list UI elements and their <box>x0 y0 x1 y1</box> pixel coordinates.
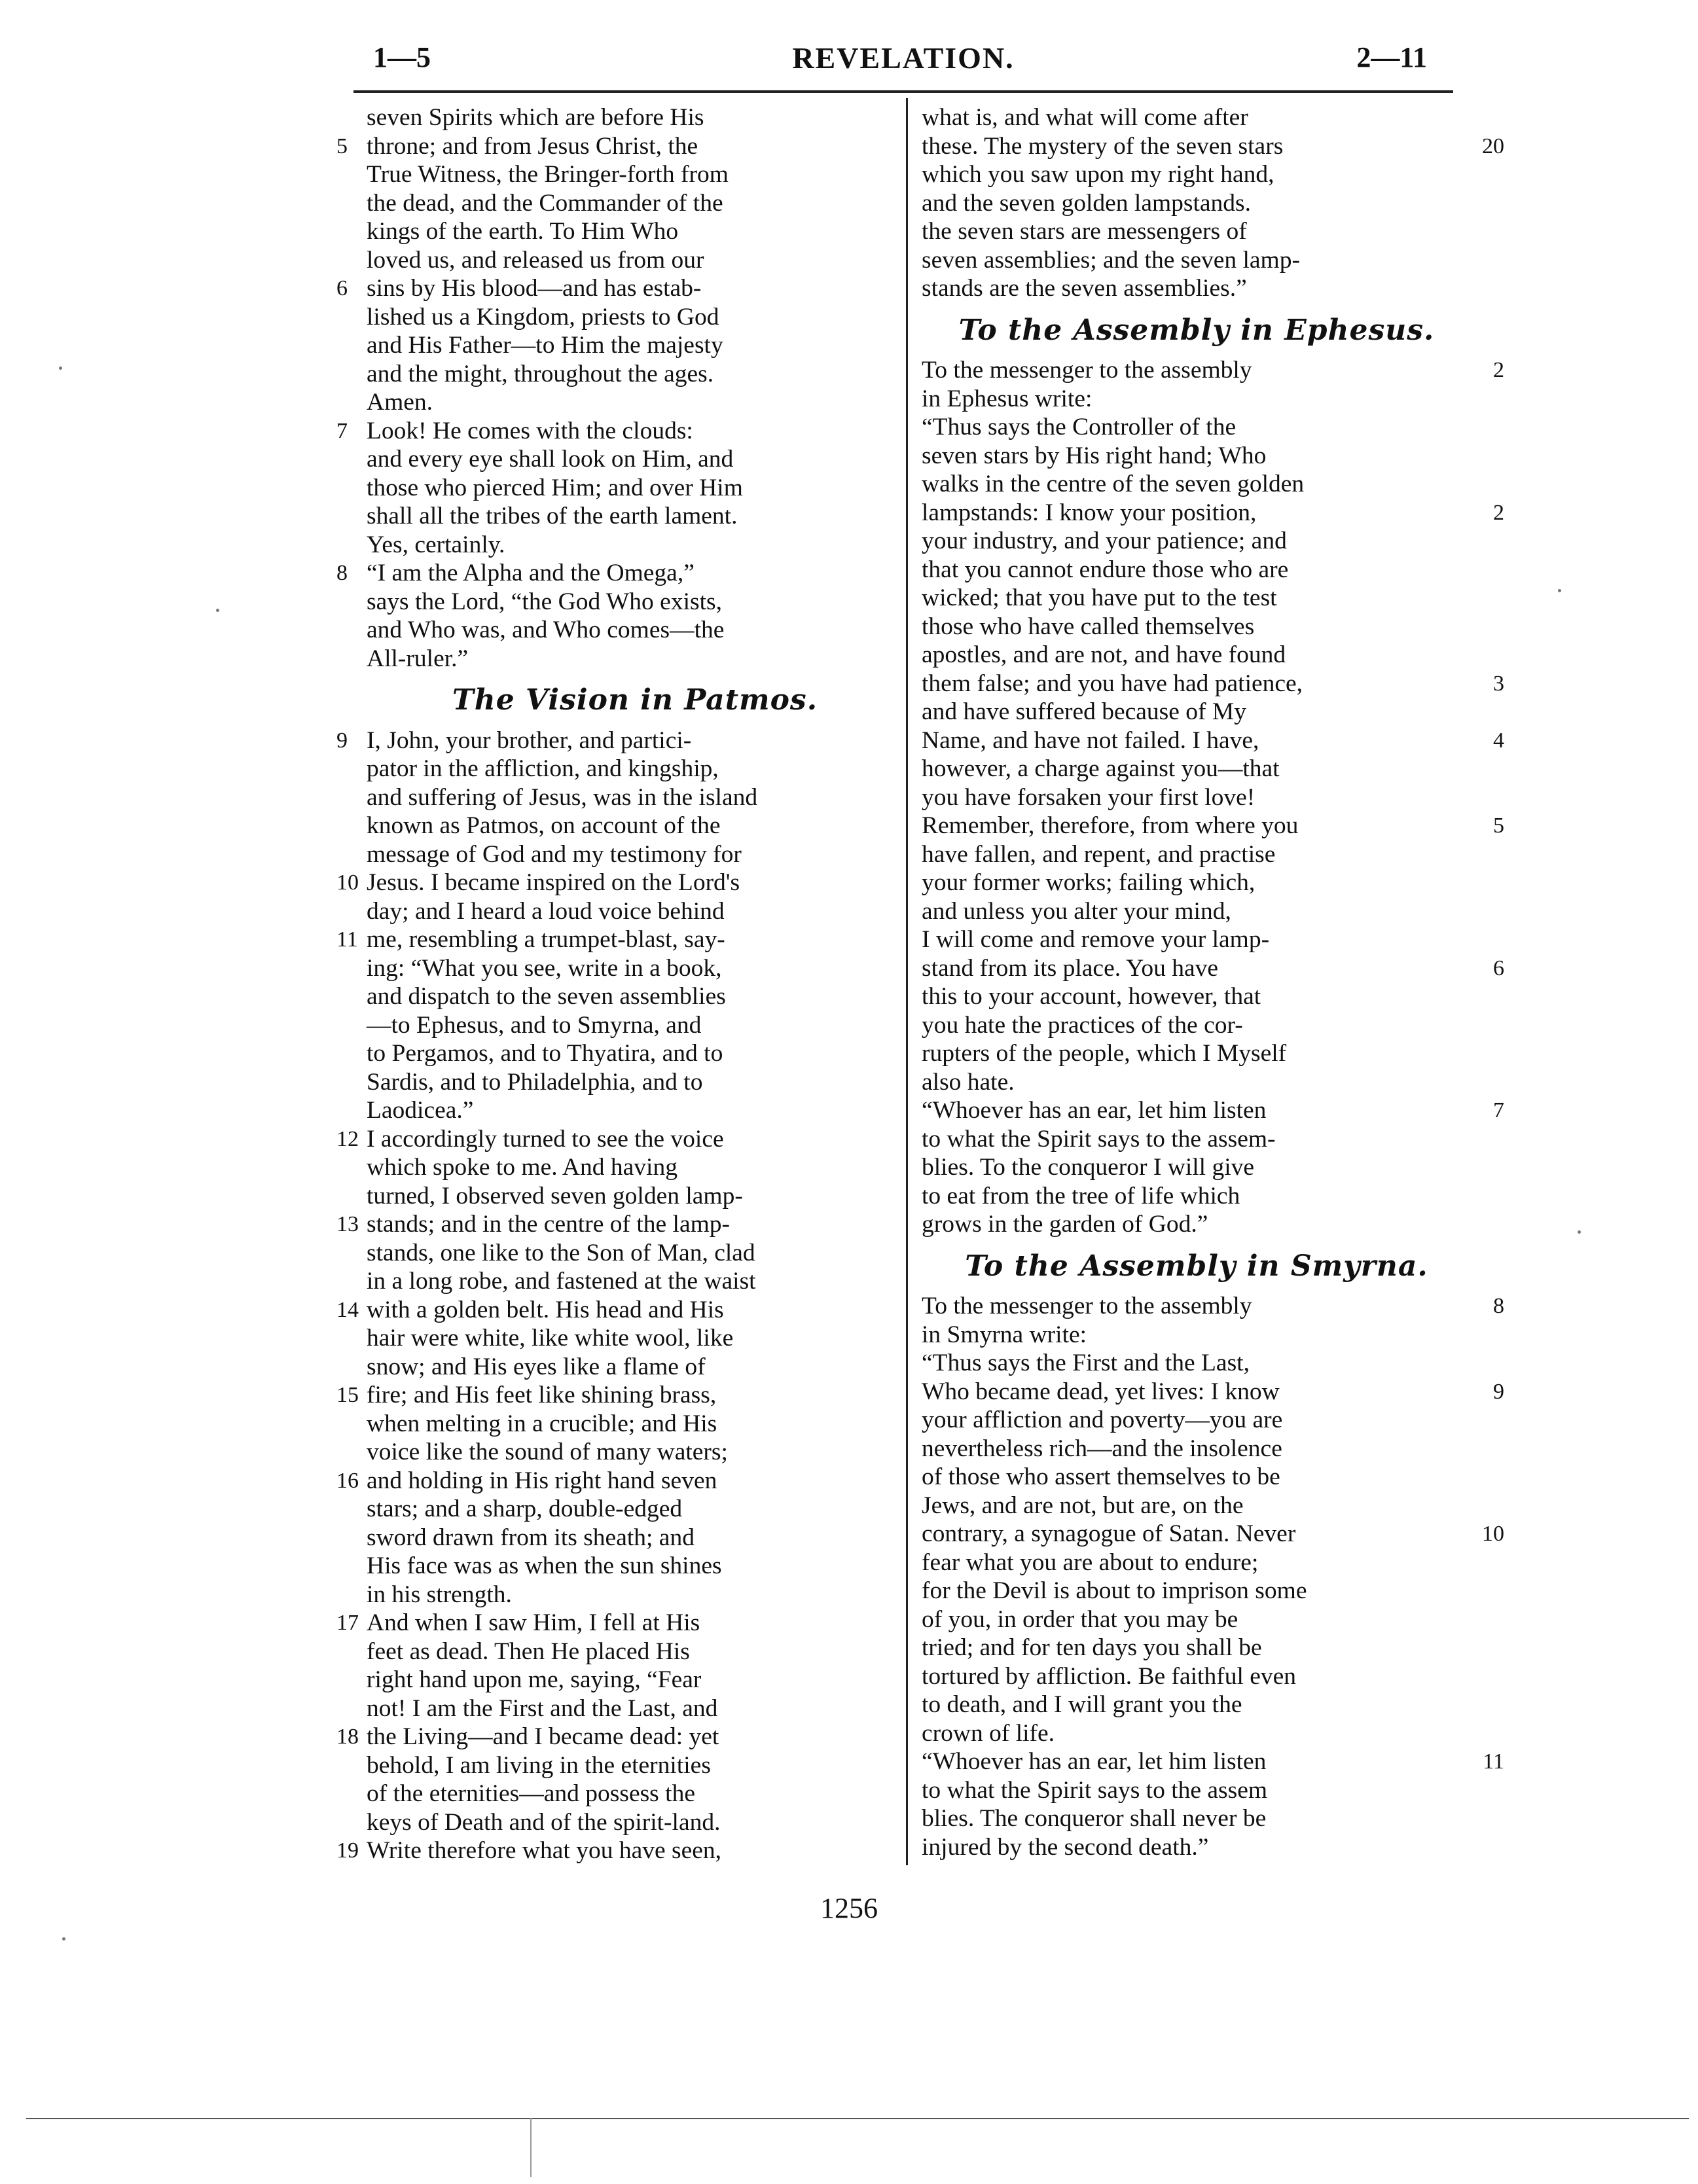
verse-number: 9 <box>336 728 348 753</box>
text-line <box>922 982 1472 1011</box>
line-text: Remember, therefore, from where you <box>922 812 1299 839</box>
text-line <box>922 527 1472 556</box>
text-line <box>367 1694 903 1723</box>
text-line <box>922 1011 1472 1040</box>
verse-number: 8 <box>1493 1294 1504 1318</box>
verse-number: 6 <box>336 276 348 300</box>
line-text: “Whoever has an ear, let him listen <box>922 1748 1267 1775</box>
text-line <box>367 1524 903 1552</box>
line-text: His face was as when the sun shines <box>367 1552 722 1579</box>
line-text: have fallen, and repent, and practise <box>922 840 1276 868</box>
line-text: tortured by affliction. Be faithful even <box>922 1662 1297 1690</box>
line-text: nevertheless rich—and the insolence <box>922 1435 1282 1462</box>
text-line <box>367 954 903 983</box>
text-line <box>922 641 1472 670</box>
text-line <box>922 783 1472 812</box>
text-line <box>367 1552 903 1581</box>
line-text: Sardis, and to Philadelphia, and to <box>367 1068 703 1096</box>
line-text: pator in the affliction, and kingship, <box>367 755 719 782</box>
line-text: that you cannot endure those who are <box>922 556 1289 583</box>
text-line <box>922 698 1472 726</box>
text-line <box>922 670 1504 698</box>
text-line <box>336 417 903 446</box>
line-text: Name, and have not failed. I have, <box>922 726 1259 754</box>
verse-number: 17 <box>336 1611 359 1635</box>
text-line <box>922 1463 1472 1492</box>
line-text: snow; and His eyes like a flame of <box>367 1353 706 1380</box>
header-chapter-range-right: 2—11 <box>1356 41 1427 73</box>
text-line <box>367 588 903 617</box>
text-line <box>367 388 903 417</box>
text-line <box>922 189 1472 218</box>
line-text: your affliction and poverty—you are <box>922 1406 1283 1433</box>
line-text: this to your account, however, that <box>922 983 1261 1010</box>
line-text: crown of life. <box>922 1719 1055 1747</box>
line-text: “Whoever has an ear, let him listen <box>922 1097 1267 1124</box>
line-text: blies. To the conqueror I will give <box>922 1154 1255 1181</box>
text-line <box>367 1096 903 1125</box>
line-text: and suffering of Jesus, was in the island <box>367 783 758 811</box>
text-line <box>922 246 1472 275</box>
text-line <box>922 1349 1472 1378</box>
text-line <box>367 783 903 812</box>
running-header <box>353 41 1453 80</box>
text-line <box>367 531 903 560</box>
text-line <box>367 812 903 840</box>
text-line <box>367 445 903 474</box>
line-text: hair were white, like white wool, like <box>367 1325 734 1352</box>
line-text: Look! He comes with the clouds: <box>367 417 693 444</box>
text-line <box>367 1495 903 1524</box>
line-text: “I am the Alpha and the Omega,” <box>367 560 695 586</box>
line-text: to death, and I will grant you the <box>922 1691 1242 1718</box>
text-line <box>922 1125 1472 1154</box>
header-chapter-range-left: 1—5 <box>373 41 431 73</box>
line-text: I accordingly turned to see the voice <box>367 1125 724 1153</box>
line-text: I will come and remove your lamp- <box>922 926 1270 953</box>
text-line <box>922 1378 1504 1406</box>
text-line <box>922 1747 1504 1776</box>
text-line <box>922 897 1472 926</box>
line-text: To the messenger to the assembly <box>922 357 1252 384</box>
text-line <box>367 840 903 869</box>
line-text: those who have called themselves <box>922 613 1255 640</box>
line-text: in Smyrna write: <box>922 1321 1087 1348</box>
line-text: kings of the earth. To Him Who <box>367 218 679 245</box>
text-line <box>336 1210 903 1239</box>
verse-number: 4 <box>1493 728 1504 753</box>
text-line <box>367 217 903 246</box>
verse-number: 12 <box>336 1126 359 1151</box>
text-line <box>922 274 1472 303</box>
line-text: Write therefore what you have seen, <box>367 1837 721 1864</box>
text-line <box>367 189 903 218</box>
line-text: ing: “What you see, write in a book, <box>367 954 722 982</box>
verse-number: 11 <box>1483 1749 1504 1774</box>
text-line <box>336 274 903 303</box>
line-text: and the seven golden lampstands. <box>922 189 1252 217</box>
text-line <box>367 1011 903 1040</box>
text-line <box>336 925 903 954</box>
text-line <box>922 1182 1472 1211</box>
text-line <box>367 303 903 332</box>
verse-number: 15 <box>336 1383 359 1407</box>
text-line <box>367 103 903 132</box>
line-text: True Witness, the Bringer-forth from <box>367 161 729 188</box>
line-text: To the messenger to the assembly <box>922 1293 1252 1319</box>
text-line <box>367 897 903 926</box>
line-text: and have suffered because of My <box>922 698 1246 725</box>
line-text: sins by His blood—and has estab- <box>367 275 702 302</box>
text-line <box>922 1435 1472 1463</box>
text-line <box>367 1808 903 1837</box>
text-line <box>922 556 1472 584</box>
text-line <box>367 1780 903 1808</box>
line-text: when melting in a crucible; and His <box>367 1410 717 1437</box>
line-text: in Ephesus write: <box>922 385 1093 412</box>
text-line <box>367 1267 903 1296</box>
line-text: —to Ephesus, and to Smyrna, and <box>367 1011 702 1039</box>
line-text: of you, in order that you may be <box>922 1605 1238 1633</box>
line-text: feet as dead. Then He placed His <box>367 1638 690 1665</box>
line-text: lampstands: I know your position, <box>922 499 1257 526</box>
header-rule <box>353 90 1453 93</box>
text-line <box>922 1520 1504 1548</box>
line-text: grows in the garden of God.” <box>922 1211 1208 1238</box>
line-text: fear what you are about to endure; <box>922 1548 1259 1576</box>
section-heading-vision-patmos: The Vision in Patmos. <box>452 683 818 717</box>
text-line <box>922 1406 1472 1435</box>
text-line <box>922 1804 1472 1833</box>
line-text: the Living—and I became dead: yet <box>367 1723 719 1750</box>
line-text: with a golden belt. His head and His <box>367 1296 724 1323</box>
text-line <box>922 499 1504 528</box>
line-text: lished us a Kingdom, priests to God <box>367 303 719 331</box>
line-text: rupters of the people, which I Myself <box>922 1040 1287 1067</box>
line-text: contrary, a synagogue of Satan. Never <box>922 1520 1296 1547</box>
line-text: says the Lord, “the God Who exists, <box>367 588 722 615</box>
text-line <box>922 726 1504 755</box>
text-line <box>922 1833 1472 1862</box>
text-line <box>367 1239 903 1268</box>
text-line <box>922 868 1472 897</box>
line-text: sword drawn from its sheath; and <box>367 1524 695 1551</box>
line-text: message of God and my testimony for <box>367 840 742 868</box>
scan-speck <box>59 367 62 370</box>
text-line <box>367 1068 903 1097</box>
line-text: however, a charge against you—that <box>922 755 1280 782</box>
verse-number: 20 <box>1482 134 1504 158</box>
line-text: tried; and for ten days you shall be <box>922 1634 1262 1661</box>
text-line <box>922 1634 1472 1662</box>
line-text: to what the Spirit says to the assem <box>922 1776 1268 1804</box>
text-line <box>922 1719 1472 1748</box>
line-text: and holding in His right hand seven <box>367 1467 717 1494</box>
scan-speck <box>1558 589 1561 592</box>
text-line <box>922 755 1472 783</box>
line-text: “Thus says the First and the Last, <box>922 1350 1250 1376</box>
text-line <box>922 1292 1504 1321</box>
line-text: behold, I am living in the eternities <box>367 1751 711 1779</box>
text-line <box>922 356 1504 385</box>
line-text: me, resembling a trumpet-blast, say- <box>367 926 725 953</box>
scan-edge-tick <box>530 2118 532 2177</box>
text-line <box>336 1381 903 1410</box>
line-text: you have forsaken your first love! <box>922 783 1255 811</box>
text-line <box>367 645 903 673</box>
line-text: what is, and what will come after <box>922 104 1248 131</box>
line-text: seven Spirits which are before His <box>367 104 704 131</box>
verse-number: 16 <box>336 1468 359 1493</box>
text-line <box>367 755 903 783</box>
line-text: stands are the seven assemblies.” <box>922 275 1247 302</box>
text-line <box>922 954 1504 983</box>
text-line <box>336 1836 903 1865</box>
text-line <box>922 385 1472 414</box>
text-line <box>367 331 903 360</box>
book-title: REVELATION. <box>792 41 1015 75</box>
line-text: and the might, throughout the ages. <box>367 360 714 387</box>
line-text: throne; and from Jesus Christ, the <box>367 132 698 160</box>
line-text: which you saw upon my right hand, <box>922 161 1274 188</box>
scan-speck <box>216 609 219 612</box>
line-text: Yes, certainly. <box>367 531 505 558</box>
text-line <box>922 1039 1472 1068</box>
text-line <box>922 470 1472 499</box>
line-text: stand from its place. You have <box>922 954 1219 982</box>
line-text: turned, I observed seven golden lamp- <box>367 1182 743 1209</box>
right-verses-19-20 <box>922 103 1504 303</box>
text-line <box>367 246 903 275</box>
left-verses-9-19 <box>336 726 903 1865</box>
line-text: walks in the centre of the seven golden <box>922 471 1305 497</box>
line-text: and dispatch to the seven assemblies <box>367 983 726 1010</box>
line-text: keys of Death and of the spirit-land. <box>367 1808 721 1836</box>
line-text: wicked; that you have put to the test <box>922 584 1277 611</box>
text-line <box>922 413 1472 442</box>
text-line <box>922 840 1472 869</box>
text-line <box>367 1438 903 1467</box>
line-text: you hate the practices of the cor- <box>922 1011 1243 1039</box>
line-text: to what the Spirit says to the assem- <box>922 1125 1276 1153</box>
line-text: and unless you alter your mind, <box>922 897 1231 925</box>
line-text: also hate. <box>922 1068 1015 1096</box>
section-heading-smyrna: To the Assembly in Smyrna. <box>965 1249 1428 1283</box>
text-line <box>336 726 903 755</box>
line-text: apostles, and are not, and have found <box>922 641 1286 668</box>
text-line <box>922 1068 1472 1097</box>
text-line <box>922 103 1472 132</box>
text-line <box>922 613 1472 641</box>
left-column <box>336 103 903 1865</box>
text-line <box>922 132 1504 161</box>
line-text: of those who assert themselves to be <box>922 1463 1280 1490</box>
verse-number: 14 <box>336 1297 359 1322</box>
line-text: to Pergamos, and to Thyatira, and to <box>367 1040 723 1067</box>
text-line <box>922 1577 1472 1605</box>
text-line <box>922 1153 1472 1182</box>
line-text: Laodicea.” <box>367 1097 474 1124</box>
line-text: injured by the second death.” <box>922 1833 1209 1861</box>
line-text: fire; and His feet like shining brass, <box>367 1382 717 1408</box>
verse-number: 18 <box>336 1725 359 1749</box>
text-line <box>367 474 903 503</box>
page-number: 1256 <box>820 1892 878 1924</box>
text-line <box>922 1321 1472 1350</box>
text-line <box>922 812 1504 840</box>
text-line <box>922 1776 1472 1805</box>
line-text: stars; and a sharp, double-edged <box>367 1495 683 1522</box>
text-line <box>336 1723 903 1751</box>
line-text: not! I am the First and the Last, and <box>367 1694 718 1722</box>
text-line <box>367 502 903 531</box>
verse-number: 7 <box>336 418 348 443</box>
verse-number: 5 <box>336 134 348 158</box>
line-text: the dead, and the Commander of the <box>367 189 723 217</box>
text-line <box>367 1751 903 1780</box>
section-heading-ephesus: To the Assembly in Ephesus. <box>958 313 1435 347</box>
text-line <box>367 1182 903 1211</box>
line-text: Amen. <box>367 389 433 416</box>
text-line <box>922 1691 1472 1719</box>
scan-speck <box>62 1937 65 1941</box>
text-line <box>336 1296 903 1325</box>
line-text: All-ruler.” <box>367 645 469 672</box>
line-text: known as Patmos, on account of the <box>367 812 721 839</box>
line-text: loved us, and released us from our <box>367 246 704 274</box>
text-line <box>367 1666 903 1694</box>
verse-number: 2 <box>1493 358 1504 382</box>
line-text: voice like the sound of many waters; <box>367 1439 728 1465</box>
line-text: blies. The conqueror shall never be <box>922 1805 1267 1832</box>
verse-number: 7 <box>1493 1098 1504 1122</box>
text-line <box>367 1039 903 1068</box>
text-line <box>336 1467 903 1495</box>
line-text: them false; and you have had patience, <box>922 670 1303 697</box>
text-line <box>367 616 903 645</box>
verse-number: 2 <box>1493 500 1504 525</box>
text-line <box>922 160 1472 189</box>
left-verses-1-8 <box>336 103 903 673</box>
verse-number: 13 <box>336 1212 359 1236</box>
verse-number: 9 <box>1493 1379 1504 1404</box>
text-line <box>367 1153 903 1182</box>
line-text: Jesus. I became inspired on the Lord's <box>367 869 740 896</box>
line-text: seven assemblies; and the seven lamp- <box>922 246 1300 274</box>
text-line <box>922 584 1472 613</box>
text-line <box>922 1096 1504 1125</box>
line-text: in his strength. <box>367 1581 512 1608</box>
text-line <box>922 1548 1472 1577</box>
line-text: day; and I heard a loud voice behind <box>367 897 725 925</box>
line-text: Who became dead, yet lives: I know <box>922 1378 1280 1405</box>
text-line <box>336 559 903 588</box>
line-text: for the Devil is about to imprison some <box>922 1577 1307 1604</box>
line-text: these. The mystery of the seven stars <box>922 132 1284 160</box>
verse-number: 10 <box>1482 1522 1504 1546</box>
text-line <box>922 1605 1472 1634</box>
line-text: “Thus says the Controller of the <box>922 414 1237 440</box>
line-text: Jews, and are not, but are, on the <box>922 1492 1244 1519</box>
verse-number: 11 <box>336 927 358 952</box>
line-text: and Who was, and Who comes—the <box>367 617 725 643</box>
text-line <box>367 1410 903 1439</box>
column-divider <box>906 98 908 1865</box>
line-text: shall all the tribes of the earth lament. <box>367 503 738 529</box>
text-line <box>367 360 903 389</box>
line-text: and every eye shall look on Him, and <box>367 446 734 473</box>
text-line <box>367 1638 903 1666</box>
line-text: the seven stars are messengers of <box>922 218 1247 245</box>
text-line <box>336 868 903 897</box>
right-column <box>922 103 1504 1861</box>
line-text: those who pierced Him; and over Him <box>367 474 743 501</box>
text-line <box>336 1609 903 1638</box>
line-text: and His Father—to Him the majesty <box>367 332 723 359</box>
line-text: stands; and in the centre of the lamp- <box>367 1211 731 1238</box>
verse-number: 3 <box>1493 671 1504 696</box>
line-text: which spoke to me. And having <box>367 1154 677 1181</box>
line-text: your former works; failing which, <box>922 869 1255 896</box>
line-text: of the eternities—and possess the <box>367 1780 695 1807</box>
scan-speck <box>1578 1230 1581 1234</box>
line-text: stands, one like to the Son of Man, clad <box>367 1239 755 1266</box>
text-line <box>367 160 903 189</box>
line-text: seven stars by His right hand; Who <box>922 442 1267 469</box>
text-line <box>922 442 1472 471</box>
line-text: to eat from the tree of life which <box>922 1182 1240 1209</box>
line-text: in a long robe, and fastened at the waist <box>367 1268 756 1295</box>
text-line <box>367 1581 903 1609</box>
text-line <box>367 1353 903 1382</box>
text-line <box>922 1662 1472 1691</box>
text-line <box>336 1125 903 1154</box>
scan-bottom-edge <box>26 2118 1689 2119</box>
text-line <box>367 982 903 1011</box>
verse-number: 8 <box>336 561 348 585</box>
verse-number: 10 <box>336 870 359 895</box>
text-line <box>922 217 1472 246</box>
text-line <box>922 1492 1472 1520</box>
text-line <box>367 1324 903 1353</box>
text-line <box>336 132 903 161</box>
line-text: right hand upon me, saying, “Fear <box>367 1666 702 1693</box>
line-text: And when I saw Him, I fell at His <box>367 1609 700 1636</box>
text-line <box>922 925 1472 954</box>
line-text: I, John, your brother, and partici- <box>367 726 692 754</box>
line-text: your industry, and your patience; and <box>922 528 1287 554</box>
right-verses-ephesus <box>922 356 1504 1239</box>
right-verses-smyrna <box>922 1292 1504 1861</box>
verse-number: 19 <box>336 1838 359 1863</box>
verse-number: 5 <box>1493 814 1504 838</box>
text-line <box>922 1210 1472 1239</box>
verse-number: 6 <box>1493 956 1504 980</box>
